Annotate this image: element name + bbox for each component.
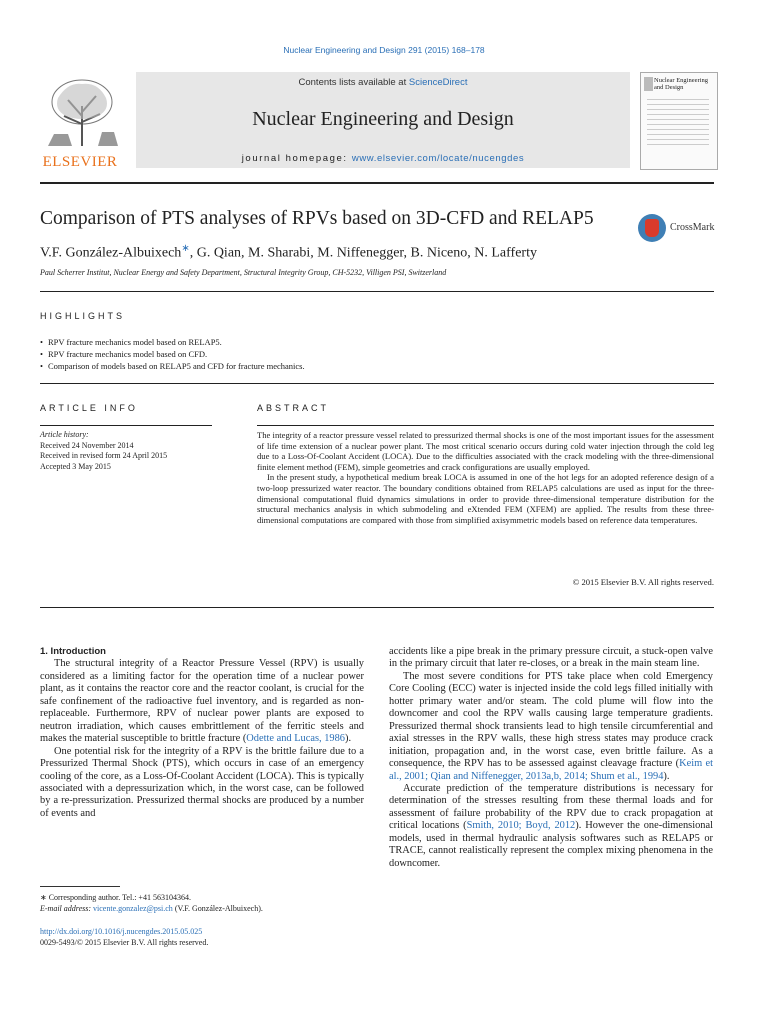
crossmark-label: CrossMark: [670, 222, 715, 233]
abstract-copyright: © 2015 Elsevier B.V. All rights reserved.: [572, 577, 714, 587]
footnote-email-line: E-mail address: vicente.gonzalez@psi.ch (V.F. González-Albuixech).: [40, 904, 263, 913]
body-paragraph: The most severe conditions for PTS take place when cold Emergency Core Cooling (ECC) water is injected inside the cold legs filled initially with hotter primary water and/or steam. The cold plume will flow into the downcomer and cool the RPV walls causing large temperature gradients. Pressurized thermal shock transients lead to high tensile circumferential and axial stresses in the RPV walls, these high stress states may produce crack initiation, propagation and, in the worst case, even brittle failure. As a consequence, the RPV has to be assessed against cleavage fracture (Keim et al., 2001; Qian and Niffenegger, 2013a,b, 2014; Shum et al., 1994).: [389, 670, 713, 782]
revised-date: Received in revised form 24 April 2015: [40, 451, 168, 460]
body-paragraph: Accurate prediction of the temperature distributions is necessary for determination of the stresses resulting from these thermal loads and for assessment of failure probability of the RPV due to crack propagation at critical locations (Smith, 2010; Boyd, 2012). However the one-dimensional models, used in thermal hydraulic analysis softwares such as RELAP5 or TRACE, cannot realistically represent the complex mixing phenomena in the downcomer.: [389, 782, 713, 869]
elsevier-logo[interactable]: [38, 76, 122, 168]
section-heading: 1. Introduction: [40, 646, 106, 657]
highlight-item: • RPV fracture mechanics model based on RELAP5.: [40, 336, 305, 348]
reference-link[interactable]: Keim et al., 2001; Qian and Niffenegger, 2013a,b, 2014; Shum et al., 1994: [389, 758, 713, 782]
accepted-date: Accepted 3 May 2015: [40, 461, 111, 471]
highlight-item: • Comparison of models based on RELAP5 and CFD for fracture mechanics.: [40, 360, 305, 372]
journal-citation[interactable]: Nuclear Engineering and Design 291 (2015) 168–178: [283, 45, 485, 55]
highlight-item: • RPV fracture mechanics model based on CFD.: [40, 348, 305, 360]
journal-homepage-line: [136, 153, 630, 164]
divider: [40, 425, 212, 426]
cover-title: Nuclear Engineering and Design: [654, 77, 708, 91]
crossmark-icon: [638, 214, 666, 242]
received-date: Received 24 November 2014: [40, 440, 134, 450]
journal-title: Nuclear Engineering and Design: [252, 108, 514, 130]
affiliation: Paul Scherrer Institut, Nuclear Energy and Safety Department, Structural Integrity Group, CH-5232, Villigen PSI, Switzerland: [40, 268, 447, 277]
sciencedirect-link[interactable]: ScienceDirect: [408, 77, 468, 88]
journal-masthead: [136, 72, 630, 168]
article-info-heading: ARTICLE INFO: [40, 403, 138, 413]
homepage-link[interactable]: www.elsevier.com/locate/nucengdes: [351, 153, 525, 164]
crossmark-badge[interactable]: [638, 214, 720, 244]
divider: [257, 425, 714, 426]
footnote-phone: ∗ Corresponding author. Tel.: +41 563104364.: [40, 893, 191, 902]
cover-text-lines: [647, 99, 709, 155]
publisher-wordmark: ELSEVIER: [42, 154, 118, 170]
author-list: [40, 243, 537, 262]
contents-prefix: Contents lists available at: [298, 77, 409, 88]
first-author: V.F. González-Albuixech: [40, 245, 182, 261]
email-link[interactable]: vicente.gonzalez@psi.ch: [93, 904, 173, 913]
highlights-list: [40, 336, 305, 372]
article-title: Comparison of PTS analyses of RPVs based on 3D-CFD and RELAP5: [40, 208, 594, 229]
divider: [40, 607, 714, 608]
body-column-left: [40, 646, 364, 820]
corresponding-author-footnote: [40, 892, 263, 914]
article-history: [40, 430, 167, 472]
abstract-paragraph: In the present study, a hypothetical medium break LOCA is assumed in one of the hot legs for an adopted reference design of a two-loop pressurized water reactor. The boundary conditions obtained from RELAP5 calculations are used as input for the three-dimensional computational fluid dynamics simulations in order to provide three-dimensional temperature distribution for the structural mechanics analysis in which submodeling and eXtended FEM (XFEM) are applied. The results from these three-dimensional computations are compared with those from simplified axisymmetric models based on reference data temperatures.: [257, 472, 714, 525]
journal-cover-thumbnail[interactable]: [640, 72, 718, 170]
homepage-prefix: journal homepage:: [241, 153, 352, 164]
body-paragraph: The structural integrity of a Reactor Pressure Vessel (RPV) is usually considered as a limiting factor for the operation time of a nuclear power plant, as it contains the reactor core and the reactor coolant, is crucial for the safe confinement of the radioactive fuel inventory, and is regarded as non-replaceable. Furthermore, RPV of nuclear power plants are exposed to neutron irradiation, which causes embrittlement of the ferritic steels and makes the material susceptible to brittle fracture (Odette and Lucas, 1986).: [40, 658, 364, 745]
corresponding-author-mark[interactable]: ∗: [181, 243, 190, 254]
doi-link[interactable]: http://dx.doi.org/10.1016/j.nucengdes.2015.05.025: [40, 927, 203, 936]
masthead-rule: [40, 182, 714, 184]
divider: [40, 291, 714, 292]
doi-block: [40, 926, 208, 948]
footnote-rule: [40, 886, 120, 887]
cover-emblem: [644, 77, 653, 91]
abstract-text: [257, 430, 714, 525]
reference-link[interactable]: Smith, 2010; Boyd, 2012: [466, 820, 576, 832]
issn-copyright: 0029-5493/© 2015 Elsevier B.V. All rights reserved.: [40, 938, 209, 947]
body-paragraph: accidents like a pipe break in the primary pressure circuit, a stuck-open valve in the primary circuit that later re-closes, or a break in the main steam line.: [389, 646, 713, 670]
highlights-heading: HIGHLIGHTS: [40, 311, 126, 321]
history-label: Article history:: [40, 430, 89, 439]
divider: [40, 383, 714, 384]
other-authors: , G. Qian, M. Sharabi, M. Niffenegger, B. Niceno, N. Lafferty: [189, 245, 537, 261]
body-column-right: [389, 646, 713, 870]
body-paragraph: One potential risk for the integrity of a RPV is the brittle failure due to a Pressurized Thermal Shock (PTS), which occurs in case of an emergency cooling of the core, as a Loss-Of-Coolant Accident (LOCA). This is typically associated with a depressurization which, in the worst case, can be followed by a re-pressurization. Pressurized thermal shocks are produced by a number of events and: [40, 745, 364, 819]
abstract-paragraph: The integrity of a reactor pressure vessel related to pressurized thermal shocks is one of the most important issues for the assessment of life time extension of a nuclear power plant. The most critical scenario occurs during cold water injection through the cold leg due to a Loss-Of-Coolant Accident (LOCA). Due to the difficulties associated with the crack modeling with the three-dimensional finite element method (FEM), simple geometries and crack configurations are usually employed.: [257, 430, 714, 472]
reference-link[interactable]: Odette and Lucas, 1986: [246, 733, 345, 745]
abstract-heading: ABSTRACT: [257, 403, 330, 413]
contents-line: [136, 77, 630, 88]
elsevier-tree-icon: [38, 76, 122, 148]
